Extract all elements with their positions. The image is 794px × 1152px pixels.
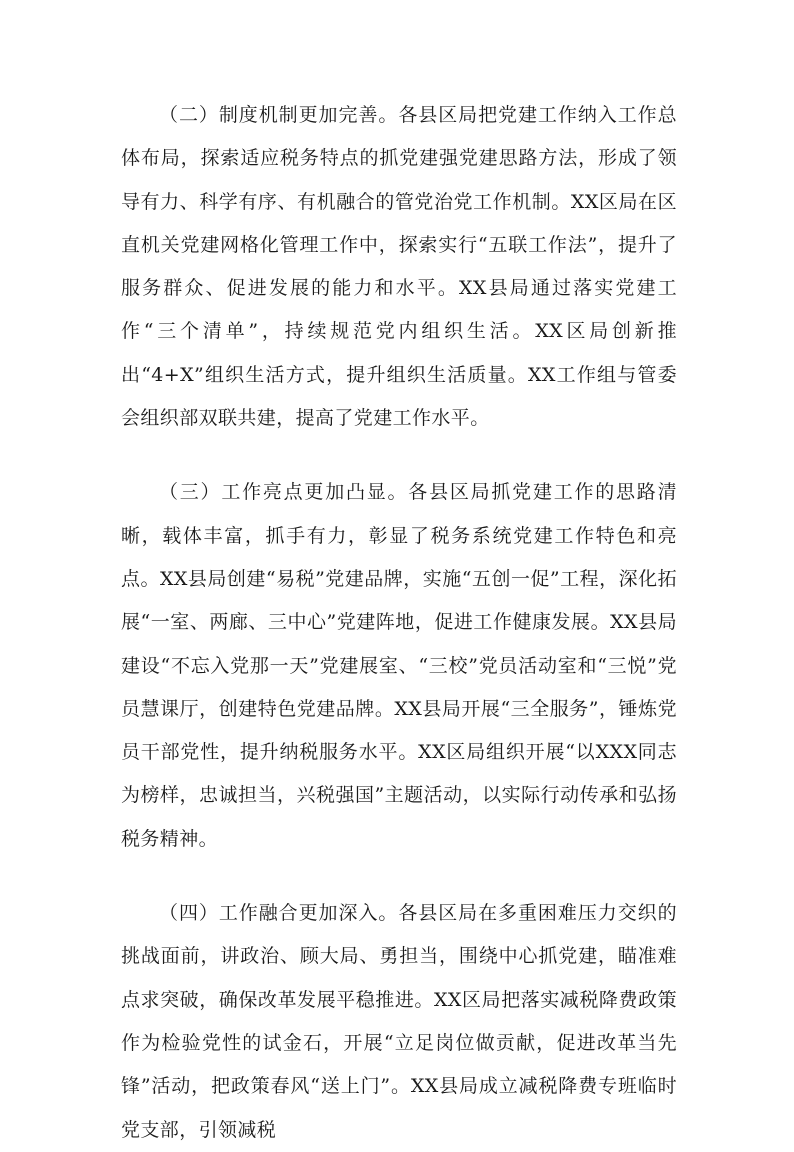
paragraph-work-integration: （四）工作融合更加深入。各县区局在多重困难压力交织的挑战面前，讲政治、顾大局、勇担当，围绕中心抓党建，瞄准难点求突破，确保改革发展平稳推进。XX区局把落实减税降费政策作为检验党性的试金石，开展“立足岗位做贡献，促进改革当先锋”活动，把政策春风“送上门”。XX县局成立减税降费专班临时党支部，引领减税 bbox=[121, 902, 677, 1141]
paragraph-system-mechanism: （二）制度机制更加完善。各县区局把党建工作纳入工作总体布局，探索适应税务特点的抓党建强党建思路方法，形成了领导有力、科学有序、有机融合的管党治党工作机制。XX区局在区直机关党建网格化管理工作中，探索实行“五联工作法”，提升了服务群众、促进发展的能力和水平。XX县局通过落实党建工作“三个清单”，持续规范党内组织生活。XX区局创新推出“4+X”组织生活方式，提升组织生活质量。XX工作组与管委会组织部双联共建，提高了党建工作水平。 bbox=[121, 104, 677, 430]
paragraph-work-highlights: （三）工作亮点更加凸显。各县区局抓党建工作的思路清晰，载体丰富，抓手有力，彰显了税务系统党建工作特色和亮点。XX县局创建“易税”党建品牌，实施“五创一促”工程，深化拓展“一室、两廊、三中心”党建阵地，促进工作健康发展。XX县局建设“不忘入党那一天”党建展室、“三校”党员活动室和“三悦”党员慧课厅，创建特色党建品牌。XX县局开展“三全服务”，锤炼党员干部党性，提升纳税服务水平。XX区局组织开展“以XXX同志为榜样，忠诚担当，兴税强国”主题活动，以实际行动传承和弘扬税务精神。 bbox=[121, 481, 677, 850]
document-body bbox=[121, 94, 677, 1152]
paragraph-gap bbox=[121, 440, 677, 471]
paragraph-gap bbox=[121, 861, 677, 892]
